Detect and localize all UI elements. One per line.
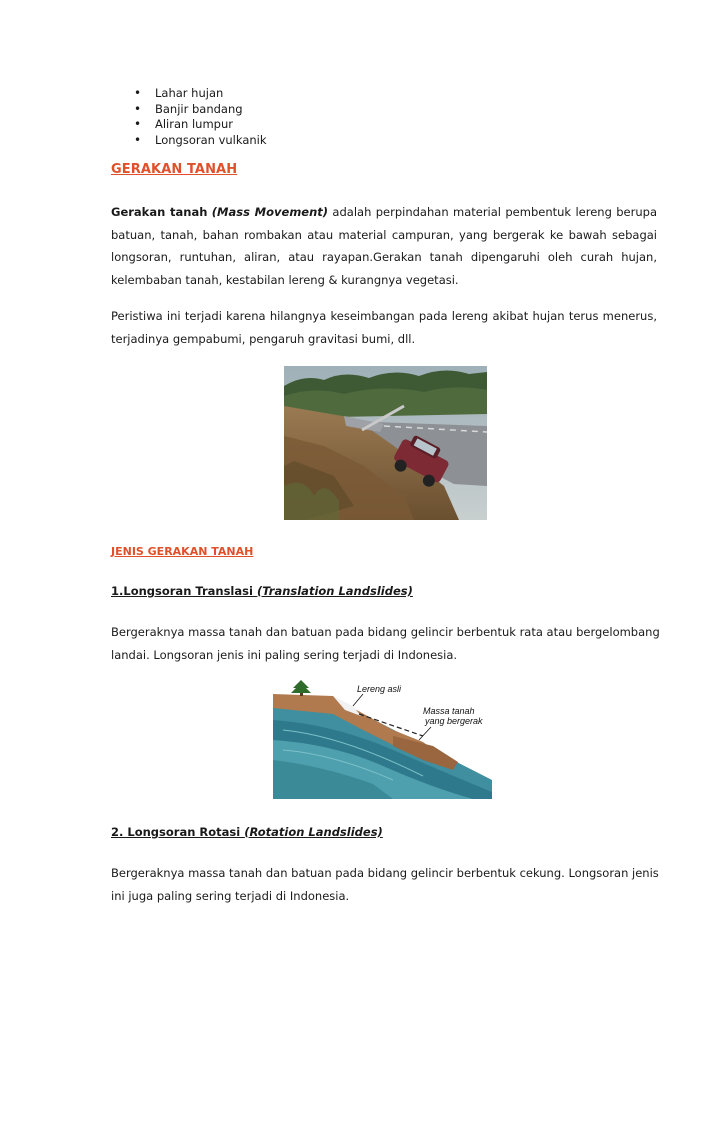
- label-lereng-asli: Lereng asli: [357, 684, 402, 694]
- term-english: (Mass Movement): [211, 205, 329, 219]
- item-title: 2. Longsoran Rotasi: [111, 825, 245, 839]
- translation-landslide-diagram: [273, 680, 492, 799]
- list-item: • Banjir bandang: [134, 102, 267, 118]
- item-title: 1.Longsoran Translasi: [111, 584, 257, 598]
- term-bold: Gerakan tanah: [111, 205, 208, 219]
- heading-rotation-landslide: [111, 825, 383, 839]
- paragraph-cause: Peristiwa ini terjadi karena hilangnya keseimbangan pada lereng akibat hujan terus menerus, terjadinya gempabumi, pengaruh gravitasi bumi, dll.: [111, 309, 657, 346]
- label-massa-tanah: Massa tanah: [423, 706, 475, 716]
- definition-text: adalah perpindahan material pembentuk lereng berupa batuan, tanah, bahan rombakan atau material campuran, yang bergerak ke bawah sebagai longsoran, runtuhan, aliran, atau rayapan.Gerakan tanah dipengaruhi oleh curah hujan, kelembaban tanah, kestabilan lereng & kurangnya vegetasi.: [111, 205, 657, 287]
- hazard-list: [134, 86, 267, 148]
- paragraph-rotation: Bergeraknya massa tanah dan batuan pada bidang gelincir berbentuk cekung. Longsoran jenis ini juga paling sering terjadi di Indonesia.: [111, 866, 659, 903]
- item-title-english: (Translation Landslides): [256, 584, 413, 598]
- paragraph-translation: Bergeraknya massa tanah dan batuan pada bidang gelincir berbentuk rata atau bergelombang landai. Longsoran jenis ini paling sering terjadi di Indonesia.: [111, 625, 660, 662]
- section-heading-gerakan-tanah: GERAKAN TANAH: [111, 162, 238, 177]
- paragraph-definition: [111, 201, 657, 291]
- label-yang-bergerak: yang bergerak: [425, 716, 483, 726]
- heading-translation-landslide: [111, 584, 413, 598]
- item-title-english: (Rotation Landslides): [244, 825, 383, 839]
- section-heading-jenis: JENIS GERAKAN TANAH: [111, 545, 254, 558]
- list-item: • Longsoran vulkanik: [134, 133, 267, 149]
- list-item: • Aliran lumpur: [134, 117, 267, 133]
- landslide-photo: [284, 366, 487, 520]
- list-item: • Lahar hujan: [134, 86, 267, 102]
